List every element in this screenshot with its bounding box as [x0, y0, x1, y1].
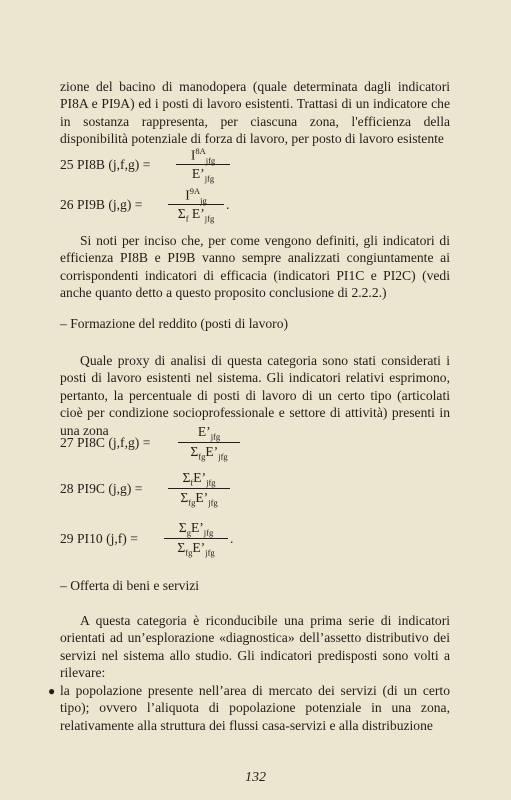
formula-26-label: 26 PI9B (j,g) = [60, 197, 143, 212]
formula-28-fraction [168, 470, 230, 510]
formula-29-period: . [230, 531, 234, 546]
formula-29-fraction [164, 520, 228, 560]
formula-26-numerator: $I^{9A}_{jg}$ [185, 186, 207, 206]
formula-29-numerator: $\Sigma_gE’_{jfg}$ [178, 520, 214, 538]
fraction-bar [178, 442, 240, 443]
formula-25-numerator: $I^{8A}_{jfg}$ [190, 146, 216, 166]
formula-26-denominator: $\Sigma_f$ $E’_{jfg}$ [177, 206, 215, 224]
formula-28 [60, 470, 260, 510]
formula-25-denominator: $E’_{jfg}$ [191, 166, 215, 184]
paragraph-proxy: Quale proxy di analisi di questa categoria sono stati considerati i posti di lavoro esistenti nel sistema. Gli indicatori relativi esprimono, pertanto, la percentuale di posti di lavoro di un certo tipo (articolati cioè per condizione socioprofessionale e settore di attività) presenti in una zona [60, 353, 450, 438]
formula-27-denominator: $\Sigma_{fg}E’_{jfg}$ [190, 444, 228, 462]
heading-offerta-beni: – Offerta di beni e servizi [60, 578, 200, 593]
formula-26 [60, 186, 260, 226]
formula-26-fraction [168, 186, 224, 226]
paragraph-categoria: A questa categoria è riconducibile una prima serie di indicatori orientati ad un’esplorazione «diagnostica» dell’assetto distributivo dei servizi nel sistema allo studio. Gli indicatori predisposti sono volti a rilevare: [60, 613, 450, 681]
formula-29-denominator: $\Sigma_{fg}E’_{jfg}$ [177, 540, 215, 558]
formula-27-numerator: $E’_{jfg}$ [197, 424, 221, 442]
formula-29 [60, 520, 260, 560]
formula-25 [60, 146, 260, 186]
fraction-bar [176, 164, 230, 165]
formula-29-label: 29 PI10 (j,f) = [60, 531, 138, 546]
formula-28-denominator: $\Sigma_{fg}E’_{jfg}$ [180, 490, 218, 508]
fraction-bar [168, 204, 224, 205]
heading-formazione-reddito: – Formazione del reddito (posti di lavoro) [60, 316, 289, 331]
formula-27 [60, 424, 260, 464]
formula-27-label: 27 PI8C (j,f,g) = [60, 435, 151, 450]
formula-25-fraction [176, 146, 230, 186]
formula-25-label: 25 PI8B (j,f,g) = [60, 157, 151, 172]
paragraph-intro: zione del bacino di manodopera (quale determinata dagli indicatori PI8A e PI9A) ed i posti di lavoro esistenti. Trattasi di un indicatore che in sostanza rappresenta, per ciascuna zona, l'efficienza della disponibilità potenziale di forza di lavoro, per posto di lavoro esistente [60, 79, 450, 147]
formula-28-numerator: $\Sigma_fE’_{jfg}$ [182, 470, 216, 488]
formula-26-period: . [226, 197, 230, 212]
fraction-bar [164, 538, 228, 539]
fraction-bar [168, 488, 230, 489]
formula-28-label: 28 PI9C (j,g) = [60, 481, 143, 496]
page-number: 132 [245, 770, 266, 785]
bullet-dot: ● [48, 684, 56, 698]
paragraph-note: Si noti per inciso che, per come vengono definiti, gli indicatori di efficienza PI8B e PI9B vanno sempre analizzati congiuntamente ai corrispondenti indicatori di efficacia (indicatori PI1C e PI2C) (vedi anche quanto detto a questo proposito conclusione di 2.2.2.) [60, 233, 450, 301]
formula-27-fraction [178, 424, 240, 464]
bullet-item-popolazione: la popolazione presente nell’area di mercato dei servizi (di un certo tipo); ovvero l’aliquota di popolazione potenziale in una zona, relativamente alla struttura dei flussi casa-servizi e alla distribuzione [60, 683, 450, 733]
